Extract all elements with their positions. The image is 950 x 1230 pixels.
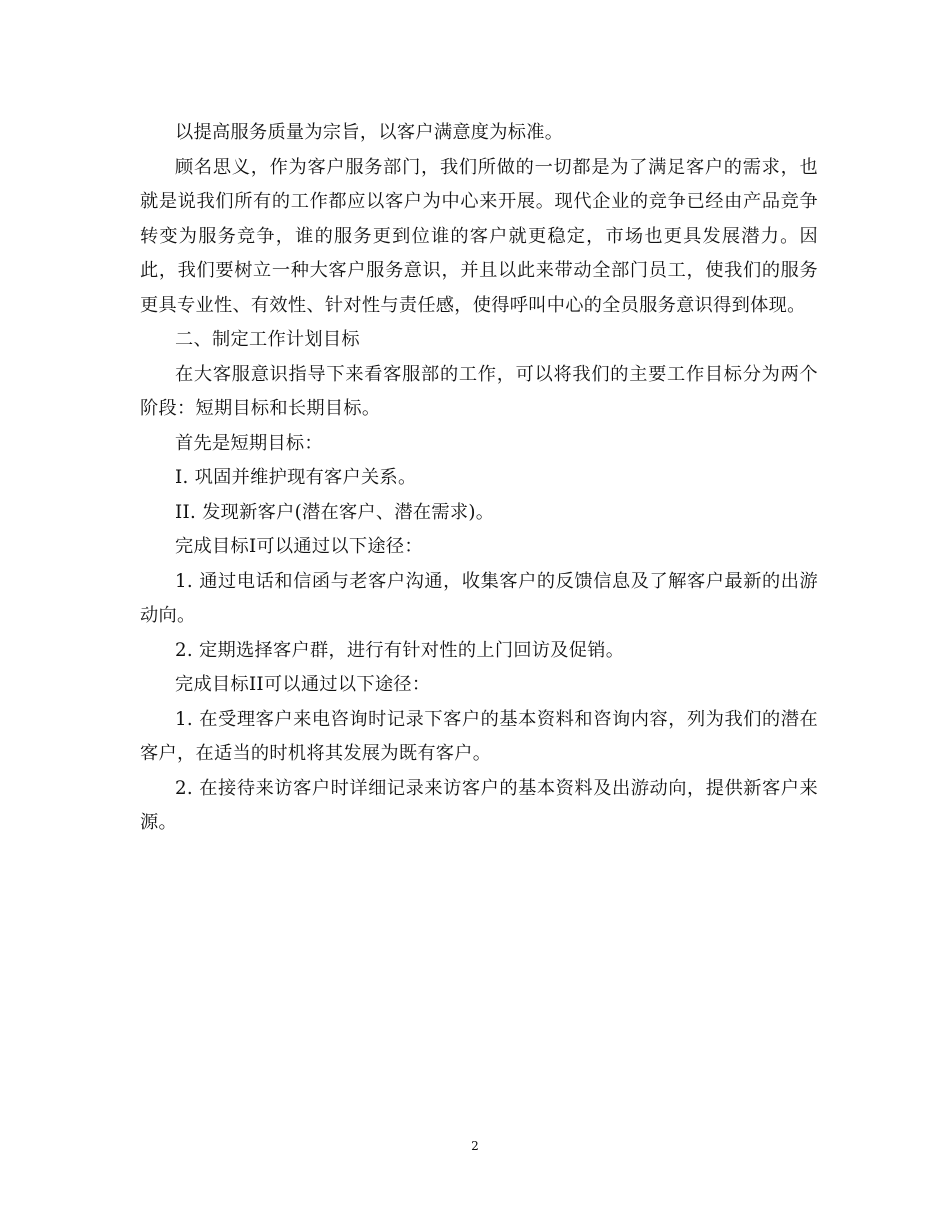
paragraph-service-awareness: 顾名思义，作为客户服务部门，我们所做的一切都是为了满足客户的需求，也就是说我们所有的工作都应以客户为中心来开展。现代企业的竞争已经由产品竞争转变为服务竞争，谁的服务更到位谁的客户就更稳定，市场也更具发展潜力。因此，我们要树立一种大客户服务意识，并且以此来带动全部门员工，使我们的服务更具专业性、有效性、针对性与责任感，使得呼叫中心的全员服务意识得到体现。 bbox=[140, 156, 818, 316]
paragraph-goal-stages: 在大客服意识指导下来看客服部的工作，可以将我们的主要工作目标分为两个阶段：短期目标和长期目标。 bbox=[140, 363, 818, 419]
section-heading-work-plan: 二、制定工作计划目标 bbox=[175, 329, 360, 350]
paragraph-short-term-intro: 首先是短期目标： bbox=[175, 432, 323, 454]
page-number: 2 bbox=[471, 1139, 479, 1153]
list-item-goal-1-method-2: 2. 定期选择客户群，进行有针对性的上门回访及促销。 bbox=[175, 639, 625, 661]
paragraph-goal-1-methods: 完成目标I可以通过以下途径： bbox=[175, 536, 423, 557]
list-item-goal-1-method-1: 1. 通过电话和信函与老客户沟通，收集客户的反馈信息及了解客户最新的出游动向。 bbox=[140, 570, 818, 626]
list-item-goal-2-method-2: 2. 在接待来访客户时详细记录来访客户的基本资料及出游动向，提供新客户来源。 bbox=[140, 777, 818, 833]
body-text bbox=[140, 116, 818, 841]
paragraph-goal-2-methods: 完成目标II可以通过以下途径： bbox=[175, 674, 431, 695]
paragraph-service-purpose: 以提高服务质量为宗旨，以客户满意度为标准。 bbox=[175, 122, 564, 143]
list-item-goal-1: I. 巩固并维护现有客户关系。 bbox=[175, 467, 417, 488]
list-item-goal-2: II. 发现新客户(潜在客户、潜在需求)。 bbox=[175, 501, 495, 523]
list-item-goal-2-method-1: 1. 在受理客户来电咨询时记录下客户的基本资料和咨询内容，列为我们的潜在客户，在适当的时机将其发展为既有客户。 bbox=[140, 708, 818, 764]
